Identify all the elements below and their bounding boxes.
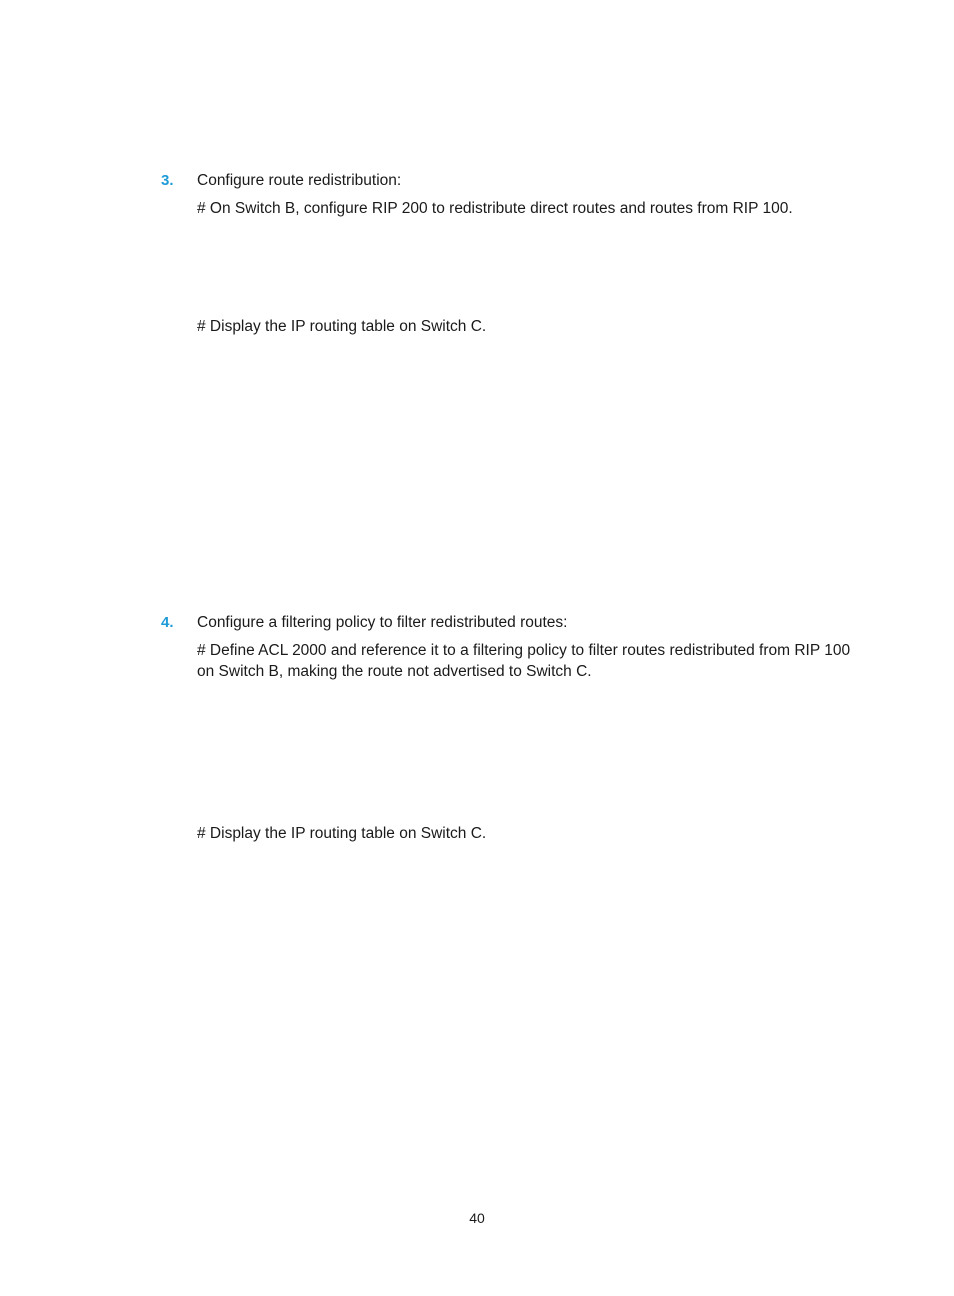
step-4-title: Configure a filtering policy to filter redistributed routes: (197, 614, 568, 631)
page-number: 40 (469, 1210, 485, 1226)
step-3-number: 3. (161, 172, 174, 189)
step-4-number: 4. (161, 614, 174, 631)
step-4-description-line-2: on Switch B, making the route not advertised to Switch C. (197, 663, 592, 680)
step-4-description-line-1: # Define ACL 2000 and reference it to a filtering policy to filter routes redistributed from RIP 100 (197, 642, 851, 659)
step-4-display-note: # Display the IP routing table on Switch C. (197, 825, 487, 842)
step-3-display-note: # Display the IP routing table on Switch C. (197, 318, 487, 335)
step-3-title: Configure route redistribution: (197, 172, 402, 189)
step-3-description: # On Switch B, configure RIP 200 to redistribute direct routes and routes from RIP 100. (197, 200, 793, 217)
